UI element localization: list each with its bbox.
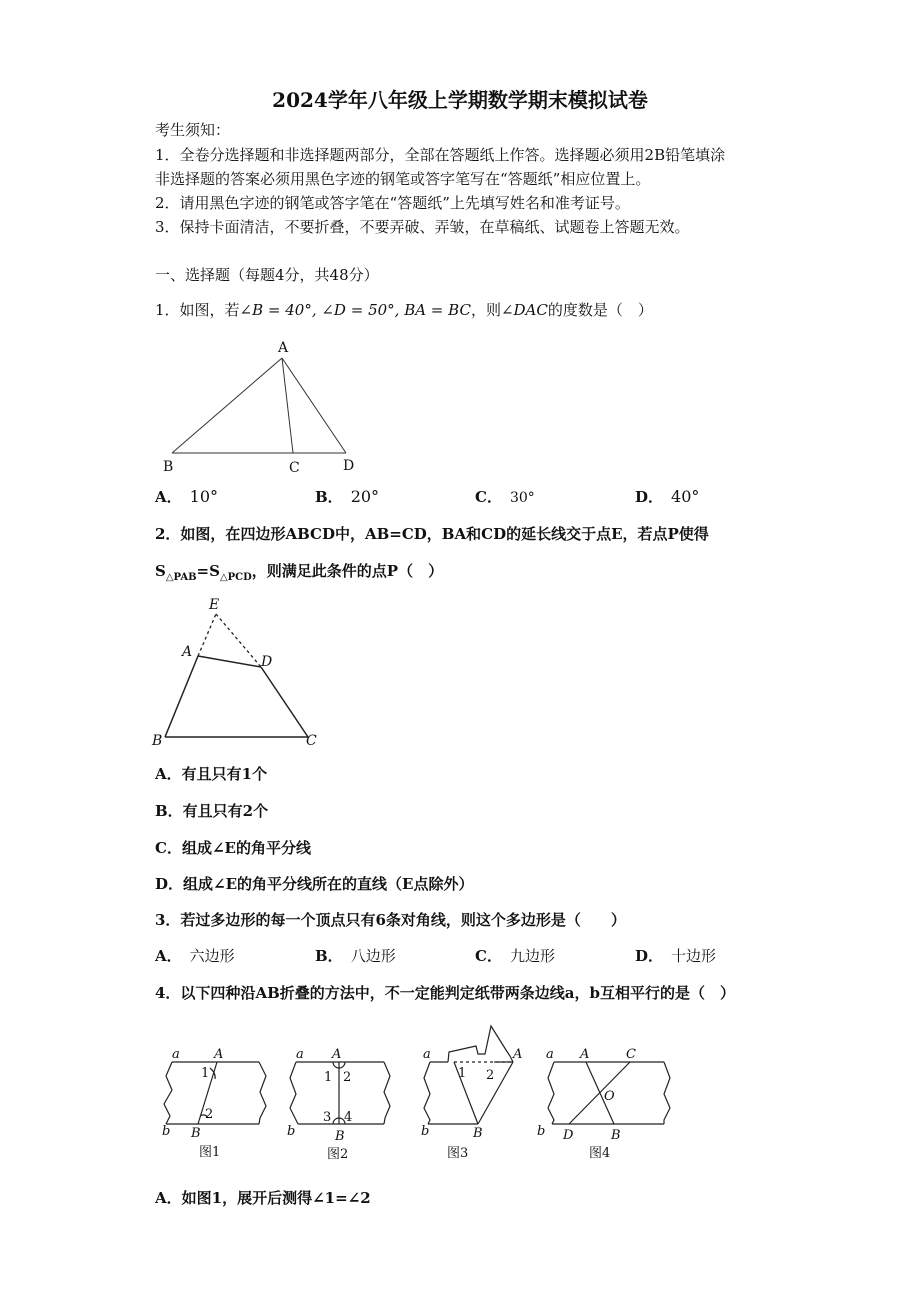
q2-label-C: C: [306, 733, 317, 749]
q2-s1: S: [155, 562, 166, 580]
f2-label-2: 2: [343, 1070, 352, 1085]
f3-label-b: b: [421, 1124, 430, 1139]
f4-label-O: O: [604, 1089, 615, 1104]
q2-option-C[interactable]: C．组成∠E的角平分线: [155, 839, 311, 857]
q2-label-A: A: [182, 644, 193, 660]
q1-math: ∠B = 40°, ∠D = 50°, BA = BC: [239, 301, 471, 319]
q1-label-A: A: [278, 340, 289, 356]
option-value: 10°: [189, 487, 218, 506]
f1-label-B: B: [191, 1126, 201, 1141]
notice-item: 3．保持卡面清洁，不要折叠，不要弄破、弄皱，在草稿纸、试题卷上答题无效。: [155, 218, 690, 236]
option-key: B．: [315, 947, 343, 965]
q1-math2: ∠DAC: [500, 301, 548, 319]
option-value: 20°: [350, 487, 380, 506]
q4-figure-3: [424, 1026, 513, 1124]
f1-label-A: A: [214, 1047, 224, 1062]
f1-label-2: 2: [205, 1107, 214, 1122]
f1-label-b: b: [162, 1124, 171, 1139]
f1-label-a: a: [172, 1047, 180, 1062]
notice-item: 2．请用黑色字迹的钢笔或答字笔在“答题纸”上先填写姓名和准考证号。: [155, 194, 630, 212]
f4-label-B: B: [611, 1128, 621, 1143]
option-key: D．: [635, 947, 664, 965]
f2-label-a: a: [296, 1047, 304, 1062]
f1-right-tear: [259, 1062, 266, 1124]
f3-label-A: A: [513, 1047, 523, 1062]
f2-label-A: A: [332, 1047, 342, 1062]
option-value: 六边形: [189, 947, 235, 965]
f1-caption: 图1: [199, 1145, 221, 1160]
q2-stem: 2．如图，在四边形ABCD中，AB=CD，BA和CD的延长线交于点E，若点P使得: [155, 525, 709, 543]
f4-line-CD: [569, 1062, 630, 1124]
q4-figure-2: [290, 1062, 390, 1124]
option-value: 40°: [671, 487, 700, 506]
f3-caption: 图3: [447, 1146, 469, 1161]
f1-label-1: 1: [201, 1066, 210, 1081]
f4-label-a: a: [546, 1047, 554, 1062]
f3-label-a: a: [423, 1047, 431, 1062]
f2-left-tear: [290, 1062, 298, 1124]
f3-left-tear: [424, 1062, 430, 1124]
q2-eq: =S: [196, 562, 220, 580]
q1-label-D: D: [343, 458, 355, 474]
q2-option-A[interactable]: A．有且只有1个: [155, 765, 268, 783]
q1-suffix: 的度数是（ ）: [547, 301, 653, 319]
option-value: 十边形: [671, 947, 717, 965]
option-value: 八边形: [350, 947, 396, 965]
option-key: D．: [635, 488, 664, 506]
f3-label-1: 1: [458, 1066, 467, 1081]
notice-item: 1．全卷分选择题和非选择题两部分，全部在答题纸上作答。选择题必须用2B铅笔填涂: [155, 146, 726, 164]
q4-figure-1: [164, 1062, 266, 1124]
f2-label-1: 1: [324, 1070, 333, 1085]
section-heading: 一、选择题（每题4分，共48分）: [155, 266, 379, 284]
q2-rest: ，则满足此条件的点P（ ）: [251, 562, 444, 580]
f3-fold-AB: [478, 1062, 513, 1124]
q1-label-B: B: [163, 459, 174, 475]
option-key: C．: [475, 947, 502, 965]
q1-label-C: C: [289, 460, 300, 476]
q2-label-B: B: [152, 733, 163, 749]
q4-figure-2-labels: [287, 1047, 352, 1162]
f4-label-A: A: [580, 1047, 590, 1062]
q2-s1-sub: △PAB: [165, 572, 197, 583]
f4-label-b: b: [537, 1124, 546, 1139]
f2-label-4: 4: [344, 1110, 353, 1125]
q2-label-D: D: [261, 654, 273, 670]
q4-stem: 4．以下四种沿AB折叠的方法中，不一定能判定纸带两条边线a，b互相平行的是（ ）: [155, 984, 735, 1002]
option-key: C．: [475, 488, 502, 506]
f2-right-tear: [384, 1062, 390, 1124]
f4-caption: 图4: [589, 1146, 611, 1161]
f3-label-B: B: [473, 1126, 483, 1141]
q1-mid: ，则: [470, 301, 501, 319]
option-key: B．: [315, 488, 343, 506]
q3-stem: 3．若过多边形的每一个顶点只有6条对角线，则这个多边形是（ ）: [155, 911, 626, 929]
q2-option-D[interactable]: D．组成∠E的角平分线所在的直线（E点除外）: [155, 875, 474, 893]
notice-heading: 考生须知：: [155, 121, 231, 139]
q1-prefix: 1．如图，若: [155, 301, 240, 319]
q2-label-E: E: [209, 597, 220, 613]
option-key: A．: [155, 947, 182, 965]
q4-figure-3-labels: [421, 1047, 522, 1161]
q2-s2-sub: △PCD: [219, 572, 252, 583]
f4-label-D: D: [563, 1128, 574, 1143]
f4-label-C: C: [626, 1047, 636, 1062]
q2-option-B[interactable]: B．有且只有2个: [155, 802, 269, 820]
f2-label-3: 3: [323, 1110, 332, 1125]
option-value: 30°: [509, 490, 535, 506]
f3-label-2: 2: [486, 1068, 495, 1083]
f2-label-b: b: [287, 1124, 296, 1139]
option-key: A．: [155, 488, 182, 506]
f2-caption: 图2: [327, 1147, 349, 1162]
f2-label-B: B: [335, 1129, 345, 1144]
q4-option-A[interactable]: A．如图1，展开后测得∠1=∠2: [155, 1189, 371, 1207]
option-value: 九边形: [509, 947, 555, 965]
notice-item: 非选择题的答案必须用黑色字迹的钢笔或答字笔写在“答题纸”相应位置上。: [155, 170, 651, 188]
f4-right-tear: [664, 1062, 670, 1124]
f1-left-tear: [164, 1062, 172, 1124]
page-title: 2024学年八年级上学期数学期末模拟试卷: [272, 88, 648, 112]
f4-left-tear: [548, 1062, 554, 1124]
f3-folded-flap: [448, 1026, 513, 1062]
